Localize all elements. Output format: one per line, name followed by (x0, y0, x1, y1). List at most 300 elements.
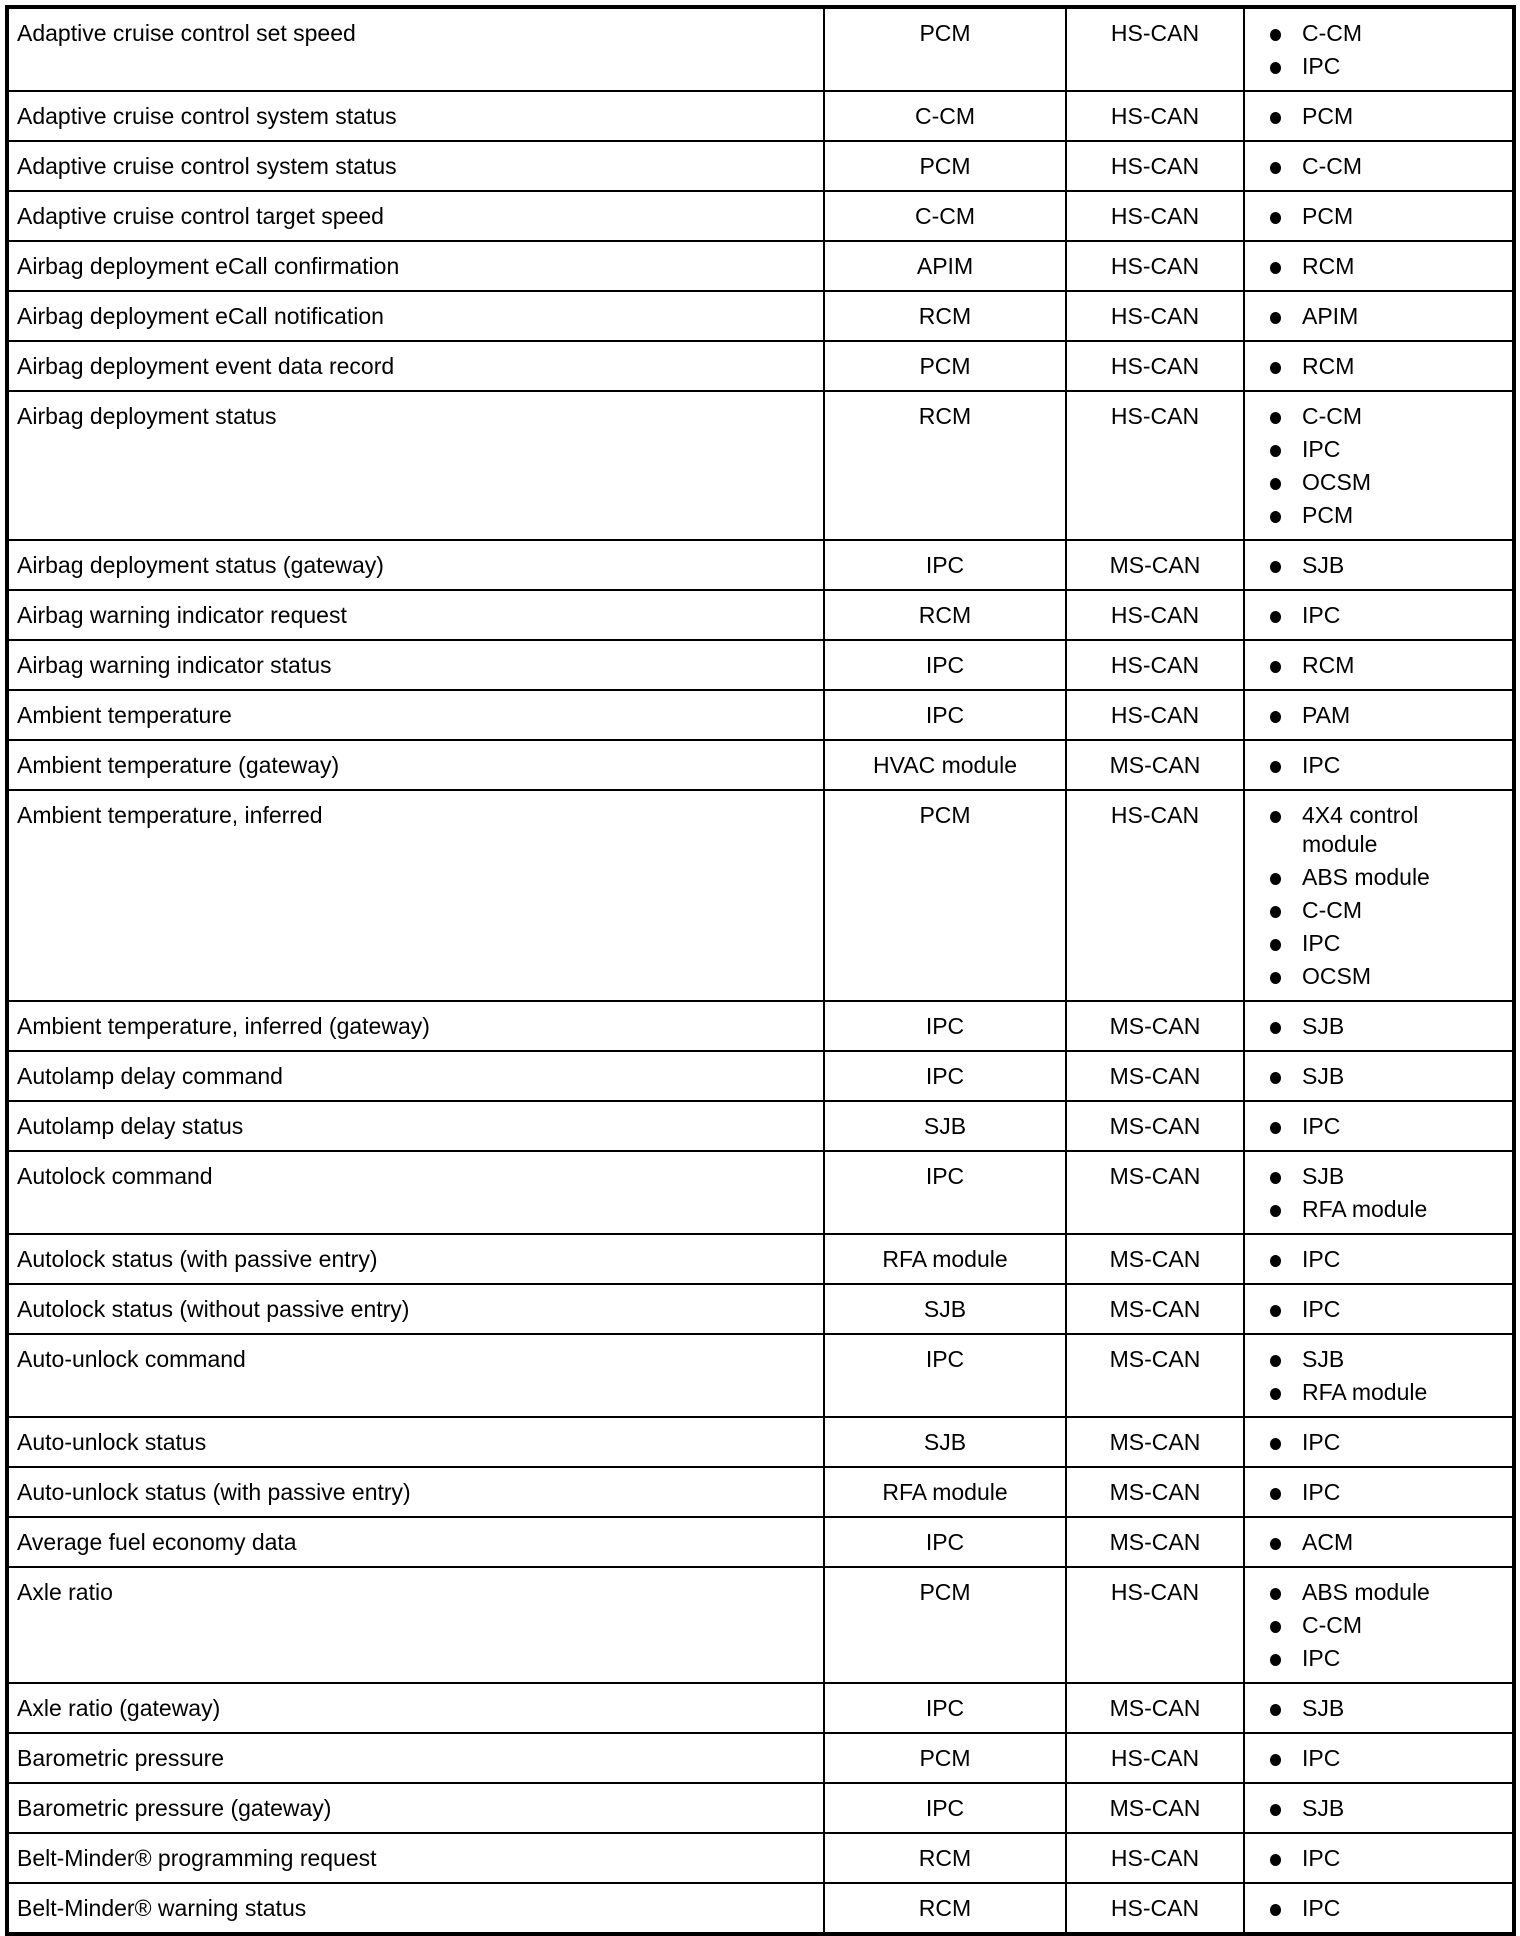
receiver-list (1267, 1476, 1512, 1509)
network-cell: MS-CAN (1066, 1001, 1244, 1051)
receiver-label: IPC (1302, 752, 1341, 778)
receiver-list (1267, 250, 1512, 283)
receiver-label: OCSM (1302, 963, 1371, 989)
message-cell: Adaptive cruise control system status (7, 141, 824, 191)
table-row (7, 291, 1514, 341)
receiver-item (1267, 150, 1512, 183)
originator-cell: RCM (824, 590, 1066, 640)
receiver-label: IPC (1302, 1745, 1341, 1771)
bullet-icon (1270, 1654, 1281, 1666)
message-cell: Auto-unlock status (7, 1417, 824, 1467)
bullet-icon (1270, 1854, 1281, 1866)
receiver-label: C-CM (1302, 153, 1363, 179)
network-cell: HS-CAN (1066, 1733, 1244, 1783)
receiver-label: SJB (1302, 1695, 1345, 1721)
message-cell: Ambient temperature, inferred (gateway) (7, 1001, 824, 1051)
receiver-label: ABS module (1302, 864, 1430, 890)
receiver-item (1267, 1060, 1512, 1093)
receiver-item (1267, 1343, 1512, 1376)
originator-cell: APIM (824, 241, 1066, 291)
receiver-list (1267, 1692, 1512, 1725)
bullet-icon (1270, 1904, 1281, 1916)
receivers-cell (1244, 1001, 1514, 1051)
receivers-cell (1244, 1783, 1514, 1833)
receiver-list (1267, 1526, 1512, 1559)
originator-cell: PCM (824, 141, 1066, 191)
receivers-cell (1244, 1051, 1514, 1101)
message-cell: Barometric pressure (gateway) (7, 1783, 824, 1833)
message-cell: Autolamp delay command (7, 1051, 824, 1101)
receivers-cell (1244, 1234, 1514, 1284)
receivers-cell (1244, 91, 1514, 141)
receiver-label: IPC (1302, 1845, 1341, 1871)
receiver-label: SJB (1302, 1013, 1345, 1039)
bullet-icon (1270, 445, 1281, 457)
network-cell: HS-CAN (1066, 690, 1244, 740)
bullet-icon (1270, 1122, 1281, 1134)
receiver-list (1267, 100, 1512, 133)
receiver-label: PCM (1302, 203, 1354, 229)
receiver-item (1267, 1426, 1512, 1459)
receiver-item (1267, 400, 1512, 433)
originator-cell: PCM (824, 7, 1066, 91)
table-row (7, 7, 1514, 91)
network-cell: MS-CAN (1066, 1683, 1244, 1733)
receiver-list (1267, 150, 1512, 183)
message-cell: Barometric pressure (7, 1733, 824, 1783)
receiver-label: PCM (1302, 502, 1354, 528)
receiver-label: C-CM (1302, 897, 1363, 923)
receiver-item (1267, 1642, 1512, 1675)
network-cell: HS-CAN (1066, 1833, 1244, 1883)
receiver-label: IPC (1302, 1895, 1341, 1921)
originator-cell: PCM (824, 1733, 1066, 1783)
network-cell: MS-CAN (1066, 1467, 1244, 1517)
table-row (7, 590, 1514, 640)
originator-cell: PCM (824, 341, 1066, 391)
receiver-item (1267, 1293, 1512, 1326)
message-cell: Adaptive cruise control system status (7, 91, 824, 141)
message-cell: Belt-Minder® programming request (7, 1833, 824, 1883)
message-cell: Auto-unlock status (with passive entry) (7, 1467, 824, 1517)
network-cell: MS-CAN (1066, 1234, 1244, 1284)
receiver-list (1267, 1060, 1512, 1093)
receivers-cell (1244, 1417, 1514, 1467)
bullet-icon (1270, 1804, 1281, 1816)
bullet-icon (1270, 62, 1281, 74)
receiver-item (1267, 894, 1512, 927)
bullet-icon (1270, 162, 1281, 174)
network-cell: MS-CAN (1066, 740, 1244, 790)
table-row (7, 1151, 1514, 1234)
message-cell: Autolamp delay status (7, 1101, 824, 1151)
table-row (7, 540, 1514, 590)
bullet-icon (1270, 478, 1281, 490)
table-row (7, 91, 1514, 141)
table-row (7, 640, 1514, 690)
originator-cell: SJB (824, 1417, 1066, 1467)
originator-cell: C-CM (824, 191, 1066, 241)
receiver-item (1267, 1376, 1512, 1409)
message-cell: Belt-Minder® warning status (7, 1883, 824, 1934)
receiver-list (1267, 1243, 1512, 1276)
bullet-icon (1270, 1438, 1281, 1450)
receiver-label: IPC (1302, 1429, 1341, 1455)
bullet-icon (1270, 312, 1281, 324)
message-cell: Airbag deployment status (gateway) (7, 540, 824, 590)
receivers-cell (1244, 1833, 1514, 1883)
receiver-item (1267, 250, 1512, 283)
receiver-item (1267, 433, 1512, 466)
network-cell: MS-CAN (1066, 540, 1244, 590)
receivers-cell (1244, 1101, 1514, 1151)
receiver-item (1267, 1243, 1512, 1276)
bullet-icon (1270, 1072, 1281, 1084)
originator-cell: IPC (824, 1683, 1066, 1733)
receiver-list (1267, 799, 1512, 993)
originator-cell: HVAC module (824, 740, 1066, 790)
bullet-icon (1270, 1255, 1281, 1267)
originator-cell: RCM (824, 391, 1066, 540)
table-row (7, 1883, 1514, 1934)
network-cell: MS-CAN (1066, 1151, 1244, 1234)
receiver-label: IPC (1302, 1246, 1341, 1272)
bullet-icon (1270, 1022, 1281, 1034)
table-row (7, 1334, 1514, 1417)
receiver-item (1267, 200, 1512, 233)
receiver-item (1267, 466, 1512, 499)
originator-cell: IPC (824, 1783, 1066, 1833)
network-cell: MS-CAN (1066, 1101, 1244, 1151)
table-row (7, 1234, 1514, 1284)
table-row (7, 1051, 1514, 1101)
bullet-icon (1270, 873, 1281, 885)
receiver-label: C-CM (1302, 20, 1363, 46)
receiver-list (1267, 1742, 1512, 1775)
bullet-icon (1270, 661, 1281, 673)
message-cell: Airbag deployment event data record (7, 341, 824, 391)
receivers-cell (1244, 1284, 1514, 1334)
receiver-item (1267, 1576, 1512, 1609)
receiver-item (1267, 17, 1512, 50)
network-message-table (5, 5, 1516, 1936)
network-cell: HS-CAN (1066, 640, 1244, 690)
message-cell: Airbag deployment status (7, 391, 824, 540)
receivers-cell (1244, 540, 1514, 590)
receiver-item (1267, 499, 1512, 532)
bullet-icon (1270, 1488, 1281, 1500)
originator-cell: SJB (824, 1101, 1066, 1151)
bullet-icon (1270, 29, 1281, 41)
receivers-cell (1244, 640, 1514, 690)
receivers-cell (1244, 1334, 1514, 1417)
receiver-list (1267, 1160, 1512, 1226)
receiver-label: PCM (1302, 103, 1354, 129)
bullet-icon (1270, 811, 1281, 823)
bullet-icon (1270, 906, 1281, 918)
table-row (7, 1683, 1514, 1733)
receivers-cell (1244, 590, 1514, 640)
receiver-item (1267, 1609, 1512, 1642)
message-cell: Ambient temperature, inferred (7, 790, 824, 1001)
table-row (7, 1783, 1514, 1833)
message-cell: Airbag deployment eCall notification (7, 291, 824, 341)
table-row (7, 341, 1514, 391)
bullet-icon (1270, 112, 1281, 124)
receivers-cell (1244, 690, 1514, 740)
originator-cell: RFA module (824, 1467, 1066, 1517)
bullet-icon (1270, 711, 1281, 723)
receiver-label: SJB (1302, 1795, 1345, 1821)
network-cell: HS-CAN (1066, 391, 1244, 540)
bullet-icon (1270, 412, 1281, 424)
network-cell: HS-CAN (1066, 790, 1244, 1001)
receiver-label: RFA module (1302, 1379, 1428, 1405)
bullet-icon (1270, 1621, 1281, 1633)
receiver-label: 4X4 control module (1302, 802, 1419, 857)
bullet-icon (1270, 262, 1281, 274)
bullet-icon (1270, 1754, 1281, 1766)
receivers-cell (1244, 1151, 1514, 1234)
receiver-list (1267, 200, 1512, 233)
bullet-icon (1270, 761, 1281, 773)
receiver-list (1267, 1110, 1512, 1143)
network-cell: HS-CAN (1066, 590, 1244, 640)
bullet-icon (1270, 1704, 1281, 1716)
originator-cell: RCM (824, 1883, 1066, 1934)
network-cell: MS-CAN (1066, 1517, 1244, 1567)
receiver-list (1267, 549, 1512, 582)
receiver-label: SJB (1302, 1346, 1345, 1372)
receiver-label: RCM (1302, 253, 1355, 279)
message-cell: Auto-unlock command (7, 1334, 824, 1417)
receiver-list (1267, 699, 1512, 732)
receiver-list (1267, 1842, 1512, 1875)
receiver-label: SJB (1302, 1063, 1345, 1089)
message-cell: Axle ratio (gateway) (7, 1683, 824, 1733)
receiver-item (1267, 927, 1512, 960)
receiver-label: IPC (1302, 930, 1341, 956)
receiver-list (1267, 1792, 1512, 1825)
bullet-icon (1270, 1205, 1281, 1217)
receivers-cell (1244, 740, 1514, 790)
network-cell: MS-CAN (1066, 1417, 1244, 1467)
message-cell: Airbag warning indicator request (7, 590, 824, 640)
receiver-list (1267, 400, 1512, 532)
originator-cell: C-CM (824, 91, 1066, 141)
receiver-item (1267, 1892, 1512, 1925)
table-row (7, 1833, 1514, 1883)
receivers-cell (1244, 7, 1514, 91)
receivers-cell (1244, 341, 1514, 391)
originator-cell: RFA module (824, 1234, 1066, 1284)
receiver-item (1267, 749, 1512, 782)
bullet-icon (1270, 1388, 1281, 1400)
receiver-item (1267, 549, 1512, 582)
originator-cell: IPC (824, 1001, 1066, 1051)
table-row (7, 790, 1514, 1001)
receiver-list (1267, 1293, 1512, 1326)
receiver-list (1267, 649, 1512, 682)
receiver-list (1267, 599, 1512, 632)
receiver-item (1267, 699, 1512, 732)
originator-cell: PCM (824, 790, 1066, 1001)
bullet-icon (1270, 212, 1281, 224)
table-row (7, 1517, 1514, 1567)
receiver-item (1267, 350, 1512, 383)
table-row (7, 1733, 1514, 1783)
receiver-item (1267, 1742, 1512, 1775)
receiver-list (1267, 350, 1512, 383)
network-cell: HS-CAN (1066, 1567, 1244, 1683)
receiver-list (1267, 749, 1512, 782)
message-cell: Adaptive cruise control set speed (7, 7, 824, 91)
receiver-label: IPC (1302, 1479, 1341, 1505)
message-cell: Autolock status (without passive entry) (7, 1284, 824, 1334)
receiver-item (1267, 100, 1512, 133)
receiver-item (1267, 960, 1512, 993)
receivers-cell (1244, 291, 1514, 341)
receiver-label: IPC (1302, 1296, 1341, 1322)
table-row (7, 1567, 1514, 1683)
message-cell: Ambient temperature (7, 690, 824, 740)
network-cell: HS-CAN (1066, 7, 1244, 91)
originator-cell: IPC (824, 1051, 1066, 1101)
receiver-label: ACM (1302, 1529, 1354, 1555)
receivers-cell (1244, 1733, 1514, 1783)
receiver-label: APIM (1302, 303, 1359, 329)
message-cell: Average fuel economy data (7, 1517, 824, 1567)
originator-cell: SJB (824, 1284, 1066, 1334)
receiver-label: OCSM (1302, 469, 1371, 495)
receiver-item (1267, 1692, 1512, 1725)
bullet-icon (1270, 939, 1281, 951)
network-cell: HS-CAN (1066, 241, 1244, 291)
receiver-item (1267, 799, 1512, 861)
table-row (7, 1001, 1514, 1051)
message-cell: Axle ratio (7, 1567, 824, 1683)
originator-cell: PCM (824, 1567, 1066, 1683)
table-row (7, 141, 1514, 191)
network-cell: HS-CAN (1066, 1883, 1244, 1934)
receiver-label: IPC (1302, 436, 1341, 462)
receiver-label: RFA module (1302, 1196, 1428, 1222)
network-cell: HS-CAN (1066, 341, 1244, 391)
receiver-item (1267, 1193, 1512, 1226)
message-cell: Airbag warning indicator status (7, 640, 824, 690)
receiver-list (1267, 17, 1512, 83)
receiver-label: SJB (1302, 552, 1345, 578)
message-cell: Autolock status (with passive entry) (7, 1234, 824, 1284)
bullet-icon (1270, 362, 1281, 374)
network-cell: MS-CAN (1066, 1334, 1244, 1417)
receivers-cell (1244, 1883, 1514, 1934)
receivers-cell (1244, 391, 1514, 540)
receiver-list (1267, 1010, 1512, 1043)
receiver-list (1267, 1576, 1512, 1675)
originator-cell: IPC (824, 640, 1066, 690)
receiver-label: SJB (1302, 1163, 1345, 1189)
table-row (7, 1417, 1514, 1467)
bullet-icon (1270, 561, 1281, 573)
bullet-icon (1270, 1355, 1281, 1367)
receiver-item (1267, 1110, 1512, 1143)
bullet-icon (1270, 1538, 1281, 1550)
receiver-item (1267, 300, 1512, 333)
receiver-list (1267, 1892, 1512, 1925)
receiver-item (1267, 1010, 1512, 1043)
bullet-icon (1270, 1172, 1281, 1184)
receiver-item (1267, 599, 1512, 632)
table-row (7, 1101, 1514, 1151)
bullet-icon (1270, 511, 1281, 523)
network-cell: MS-CAN (1066, 1783, 1244, 1833)
bullet-icon (1270, 1588, 1281, 1600)
message-cell: Autolock command (7, 1151, 824, 1234)
table-row (7, 391, 1514, 540)
receivers-cell (1244, 1517, 1514, 1567)
message-cell: Ambient temperature (gateway) (7, 740, 824, 790)
network-cell: HS-CAN (1066, 91, 1244, 141)
network-cell: HS-CAN (1066, 191, 1244, 241)
receiver-label: C-CM (1302, 403, 1363, 429)
receiver-label: IPC (1302, 1645, 1341, 1671)
receiver-label: IPC (1302, 1113, 1341, 1139)
receivers-cell (1244, 191, 1514, 241)
originator-cell: IPC (824, 1151, 1066, 1234)
receiver-item (1267, 1842, 1512, 1875)
originator-cell: IPC (824, 540, 1066, 590)
table-row (7, 1467, 1514, 1517)
receiver-item (1267, 50, 1512, 83)
receiver-label: IPC (1302, 602, 1341, 628)
receivers-cell (1244, 1683, 1514, 1733)
receiver-label: RCM (1302, 353, 1355, 379)
receiver-list (1267, 300, 1512, 333)
receiver-item (1267, 1476, 1512, 1509)
receiver-label: IPC (1302, 53, 1341, 79)
table-row (7, 690, 1514, 740)
receivers-cell (1244, 1467, 1514, 1517)
receiver-label: PAM (1302, 702, 1351, 728)
receiver-item (1267, 649, 1512, 682)
receivers-cell (1244, 241, 1514, 291)
originator-cell: IPC (824, 690, 1066, 740)
bullet-icon (1270, 972, 1281, 984)
receiver-label: RCM (1302, 652, 1355, 678)
receiver-item (1267, 1526, 1512, 1559)
bullet-icon (1270, 611, 1281, 623)
network-cell: HS-CAN (1066, 141, 1244, 191)
message-cell: Airbag deployment eCall confirmation (7, 241, 824, 291)
table-row (7, 191, 1514, 241)
network-cell: MS-CAN (1066, 1051, 1244, 1101)
bullet-icon (1270, 1305, 1281, 1317)
receiver-label: C-CM (1302, 1612, 1363, 1638)
receivers-cell (1244, 1567, 1514, 1683)
receivers-cell (1244, 790, 1514, 1001)
message-cell: Adaptive cruise control target speed (7, 191, 824, 241)
originator-cell: RCM (824, 291, 1066, 341)
table-row (7, 241, 1514, 291)
originator-cell: IPC (824, 1334, 1066, 1417)
table-body (7, 7, 1514, 1934)
receiver-list (1267, 1343, 1512, 1409)
receiver-item (1267, 1792, 1512, 1825)
receivers-cell (1244, 141, 1514, 191)
receiver-item (1267, 861, 1512, 894)
network-cell: HS-CAN (1066, 291, 1244, 341)
